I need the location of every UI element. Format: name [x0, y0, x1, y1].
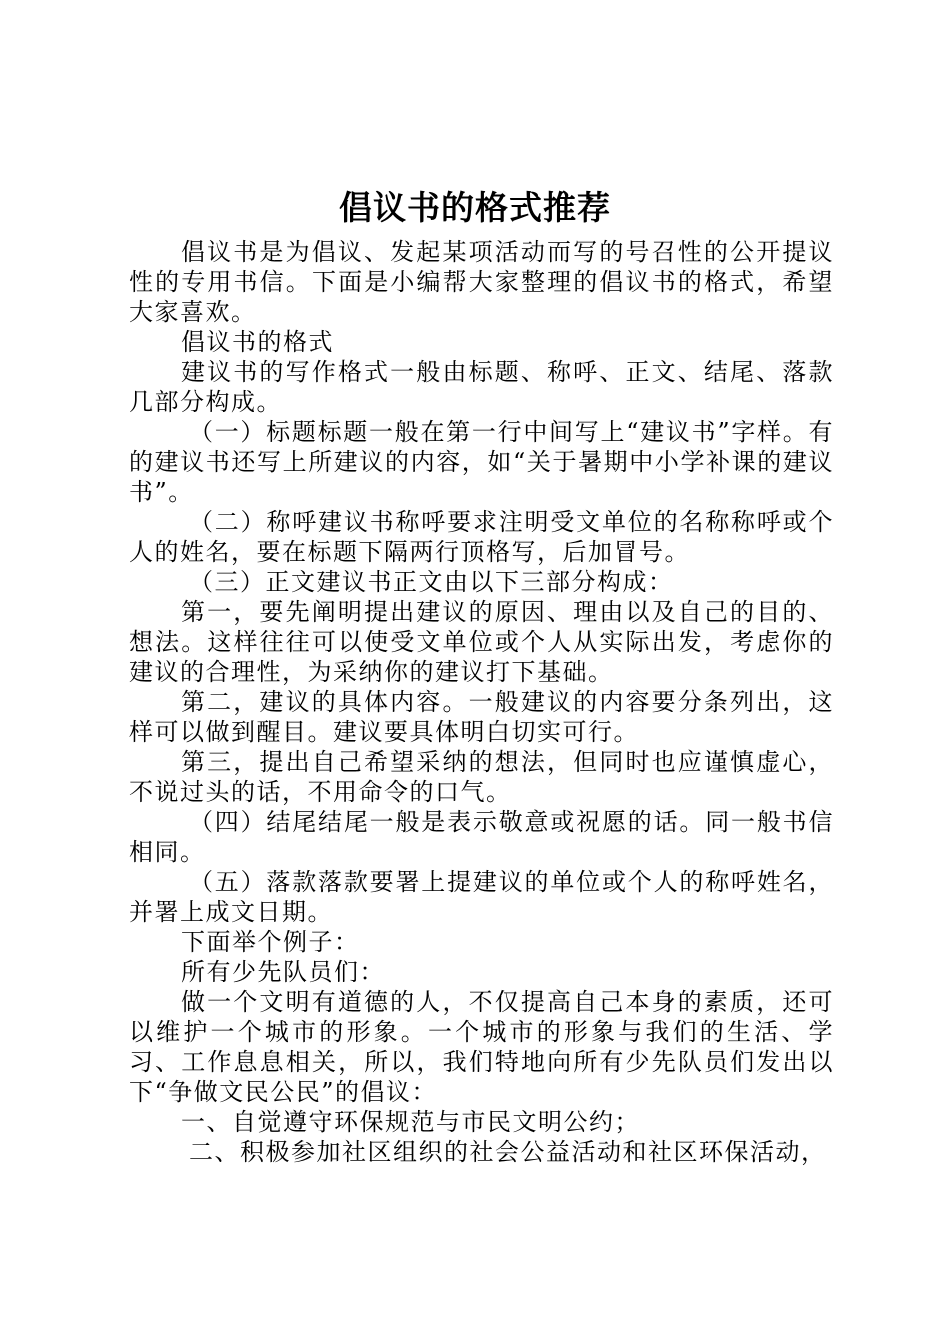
second-point-paragraph: 第二，建议的具体内容。一般建议的内容要分条列出，这样可以做到醒目。建议要具体明白切实可行。	[129, 688, 834, 746]
document-title: 倡议书的格式推荐	[339, 188, 611, 227]
example-item-1: 一、自觉遵守环保规范与市民文明公约；	[181, 1108, 640, 1136]
title-section-paragraph: （一）标题标题一般在第一行中间写上“建议书”字样。有的建议书还写上所建议的内容，如“关于暑期中小学补课的建议书”。	[129, 418, 834, 506]
salutation-section-paragraph: （二）称呼建议书称呼要求注明受文单位的名称称呼或个人的姓名，要在标题下隔两行顶格写，后加冒号。	[129, 508, 834, 566]
example-body-paragraph: 做一个文明有道德的人，不仅提高自己本身的素质，还可以维护一个城市的形象。一个城市的形象与我们的生活、学习、工作息息相关，所以，我们特地向所有少先队员们发出以下“争做文民公民”的倡议：	[129, 988, 834, 1106]
example-intro-paragraph: 下面举个例子：	[181, 928, 360, 956]
first-point-paragraph: 第一，要先阐明提出建议的原因、理由以及自己的目的、想法。这样往往可以使受文单位或个人从实际出发，考虑你的建议的合理性，为采纳你的建议打下基础。	[129, 598, 834, 686]
signature-section-paragraph: （五）落款落款要署上提建议的单位或个人的称呼姓名，并署上成文日期。	[129, 868, 834, 926]
format-overview-paragraph: 建议书的写作格式一般由标题、称呼、正文、结尾、落款几部分构成。	[129, 358, 834, 416]
third-point-paragraph: 第三，提出自己希望采纳的想法，但同时也应谨慎虚心，不说过头的话，不用命令的口气。	[129, 748, 834, 806]
section-heading: 倡议书的格式	[181, 328, 334, 356]
document-body	[129, 237, 834, 1167]
example-item-2: 二、积极参加社区组织的社会公益活动和社区环保活动，	[189, 1138, 827, 1166]
body-section-paragraph: （三）正文建议书正文由以下三部分构成：	[189, 568, 674, 596]
intro-paragraph: 倡议书是为倡议、发起某项活动而写的号召性的公开提议性的专用书信。下面是小编帮大家整理的倡议书的格式，希望大家喜欢。	[129, 238, 834, 326]
example-salutation: 所有少先队员们：	[181, 958, 385, 986]
closing-section-paragraph: （四）结尾结尾一般是表示敬意或祝愿的话。同一般书信相同。	[129, 808, 834, 866]
